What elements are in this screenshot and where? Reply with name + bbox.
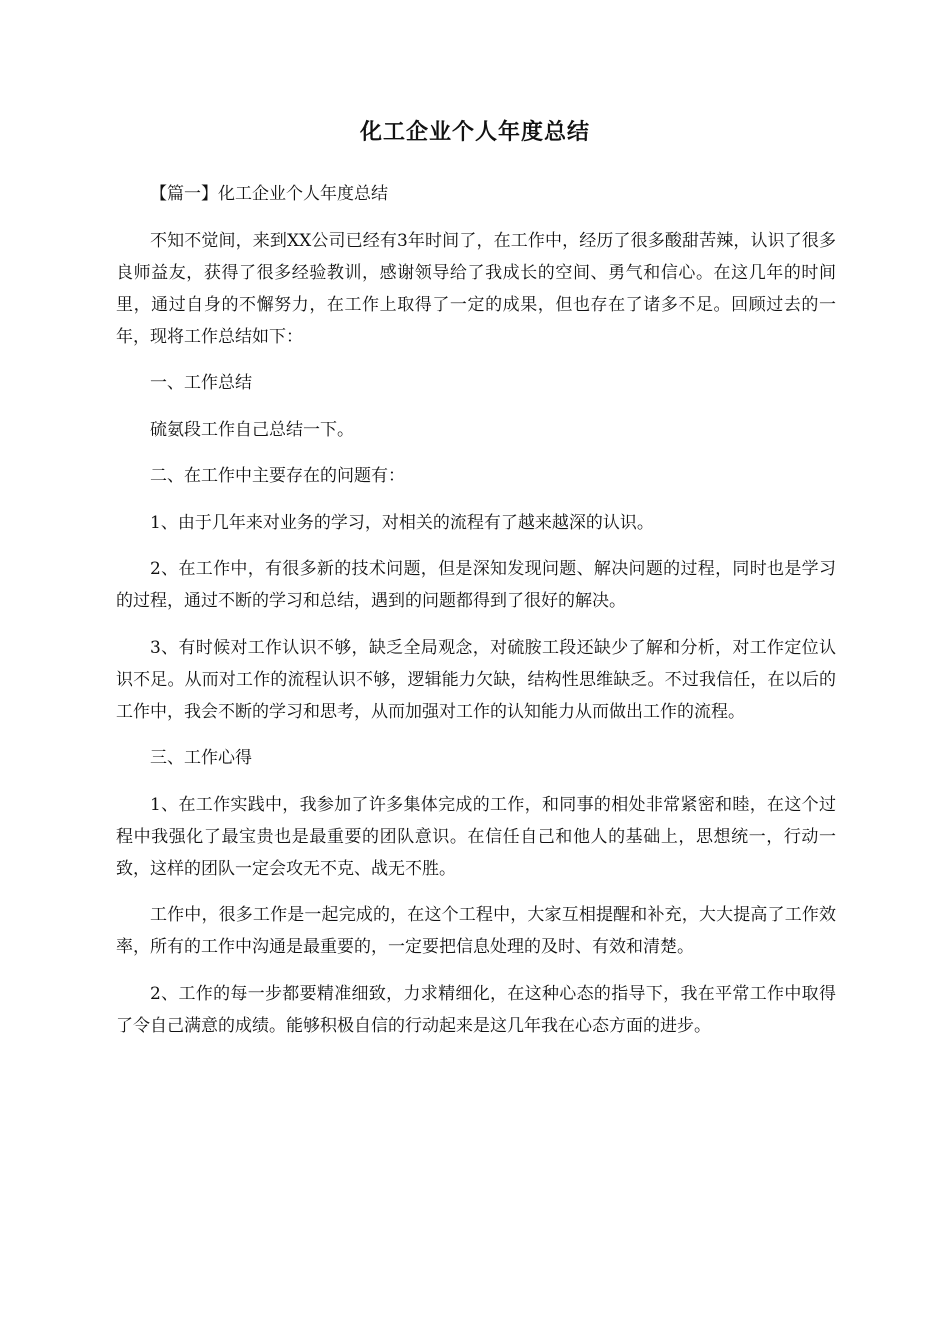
document-body [116,178,836,1056]
experience-paragraph-teamwork: 工作中，很多工作是一起完成的，在这个工程中，大家互相提醒和补充，大大提高了工作效率，所有的工作中沟通是最重要的，一定要把信息处理的及时、有效和清楚。 [116,905,836,957]
section-heading-part-one: 【篇一】化工企业个人年度总结 [150,184,388,204]
problem-item-1: 1、由于几年来对业务的学习，对相关的流程有了越来越深的认识。 [150,512,654,533]
paragraph-summary-note: 硫氨段工作自己总结一下。 [150,419,354,440]
section-heading-work-summary: 一、工作总结 [150,373,252,393]
experience-item-2: 2、工作的每一步都要精准细致，力求精细化，在这种心态的指导下，我在平常工作中取得了令自己满意的成绩。能够积极自信的行动起来是这几年我在心态方面的进步。 [116,983,836,1036]
section-heading-problems: 二、在工作中主要存在的问题有： [150,466,405,486]
section-heading-experience: 三、工作心得 [150,748,252,768]
intro-paragraph: 不知不觉间，来到XX公司已经有3年时间了，在工作中，经历了很多酸甜苦辣，认识了很多良师益友，获得了很多经验教训，感谢领导给了我成长的空间、勇气和信心。在这几年的时间里，通过自身的不懈努力，在工作上取得了一定的成果，但也存在了诸多不足。回顾过去的一年，现将工作总结如下： [116,230,836,347]
experience-item-1: 1、在工作实践中，我参加了许多集体完成的工作，和同事的相处非常紧密和睦，在这个过程中我强化了最宝贵也是最重要的团队意识。在信任自己和他人的基础上，思想统一，行动一致，这样的团队一定会攻无不克、战无不胜。 [116,794,836,879]
problem-item-3: 3、有时候对工作认识不够，缺乏全局观念，对硫胺工段还缺少了解和分析，对工作定位认识不足。从而对工作的流程认识不够，逻辑能力欠缺，结构性思维缺乏。不过我信任，在以后的工作中，我会不断的学习和思考，从而加强对工作的认知能力从而做出工作的流程。 [116,637,836,722]
problem-item-2: 2、在工作中，有很多新的技术问题，但是深知发现问题、解决问题的过程，同时也是学习的过程，通过不断的学习和总结，遇到的问题都得到了很好的解决。 [116,559,836,611]
document-title: 化工企业个人年度总结 [359,119,590,145]
